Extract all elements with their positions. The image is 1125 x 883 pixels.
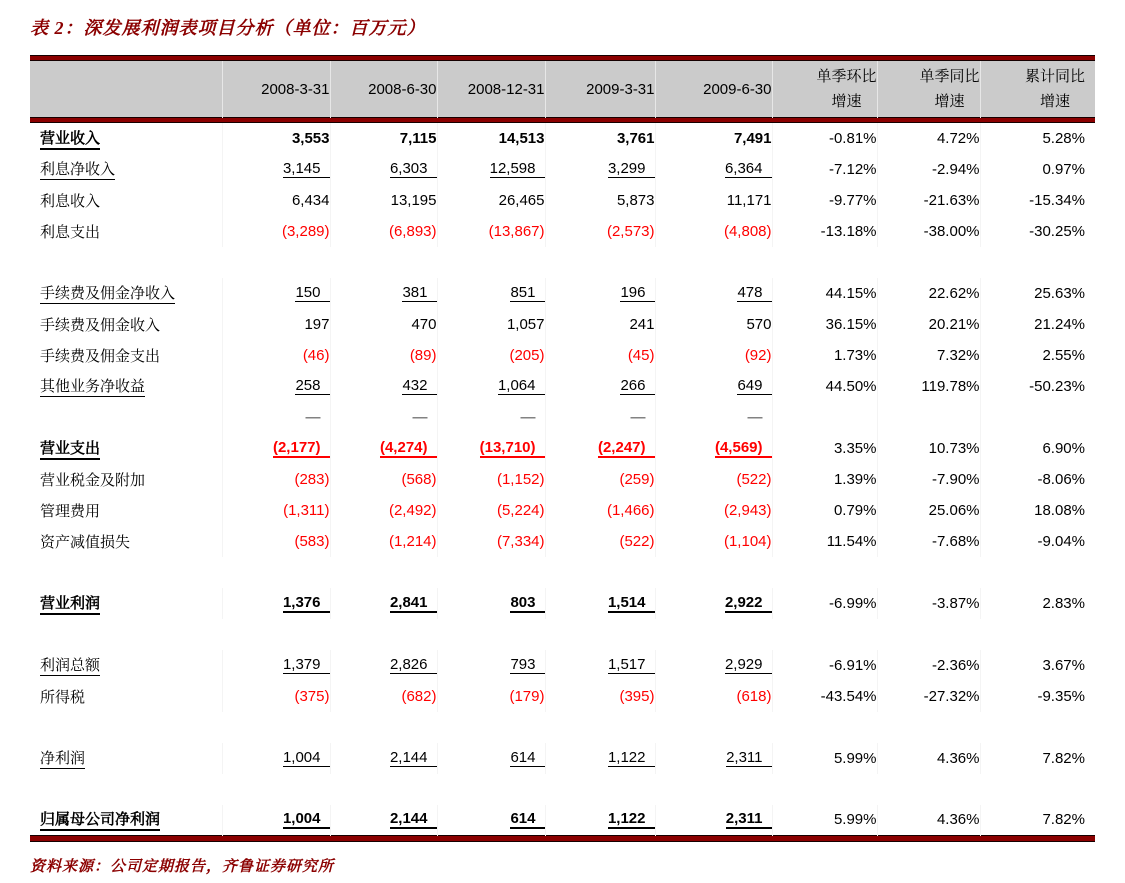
cell-value: 1,057 bbox=[437, 309, 545, 340]
cell-growth bbox=[772, 402, 877, 433]
cell-value: 432 bbox=[330, 371, 437, 402]
header-row bbox=[30, 61, 1095, 118]
cell-growth: 2.83% bbox=[980, 588, 1095, 619]
cell-growth: -9.04% bbox=[980, 526, 1095, 557]
table-row bbox=[30, 278, 1095, 309]
cell-value: 3,299 bbox=[545, 154, 655, 185]
table-row bbox=[30, 154, 1095, 185]
cell-growth: -13.18% bbox=[772, 216, 877, 247]
cell-value: (1,214) bbox=[330, 526, 437, 557]
cell-growth: 22.62% bbox=[877, 278, 980, 309]
cell-value: (618) bbox=[655, 681, 772, 712]
cell-value: 478 bbox=[655, 278, 772, 309]
cell-growth: 119.78% bbox=[877, 371, 980, 402]
cell-growth: 44.15% bbox=[772, 278, 877, 309]
cell-value: (4,808) bbox=[655, 216, 772, 247]
cell-growth: -9.77% bbox=[772, 185, 877, 216]
cell-value: (568) bbox=[330, 464, 437, 495]
cell-growth: 21.24% bbox=[980, 309, 1095, 340]
table-row bbox=[30, 743, 1095, 774]
cell-value: (1,152) bbox=[437, 464, 545, 495]
row-label: 净利润 bbox=[30, 743, 222, 774]
cell-growth: 0.97% bbox=[980, 154, 1095, 185]
row-label: 营业利润 bbox=[30, 588, 222, 619]
cell-value: (13,867) bbox=[437, 216, 545, 247]
cell-growth: -3.87% bbox=[877, 588, 980, 619]
row-label: 归属母公司净利润 bbox=[30, 805, 222, 836]
cell-value: 614 bbox=[437, 743, 545, 774]
table-row bbox=[30, 433, 1095, 464]
dash-row bbox=[30, 402, 1095, 433]
cell-value: 13,195 bbox=[330, 185, 437, 216]
cell-value: 1,514 bbox=[545, 588, 655, 619]
cell-value: (682) bbox=[330, 681, 437, 712]
row-label: 利息支出 bbox=[40, 223, 101, 241]
table-row bbox=[30, 185, 1095, 216]
cell-growth: 7.32% bbox=[877, 340, 980, 371]
source-note: 资料来源：公司定期报告，齐鲁证券研究所 bbox=[30, 859, 335, 875]
cell-value: 1,517 bbox=[545, 650, 655, 681]
row-label: 营业支出 bbox=[30, 433, 222, 464]
cell-growth: 5.99% bbox=[772, 805, 877, 836]
cell-value: 12,598 bbox=[437, 154, 545, 185]
row-label: 营业税金及附加 bbox=[40, 471, 146, 489]
cell-growth: 25.06% bbox=[877, 495, 980, 526]
cell-value: (6,893) bbox=[330, 216, 437, 247]
cell-value: (92) bbox=[655, 340, 772, 371]
cell-value: (375) bbox=[222, 681, 330, 712]
cell-value: 2,144 bbox=[330, 805, 437, 836]
column-header-date: 2008-6-30 bbox=[330, 61, 437, 118]
cell-dash: — bbox=[330, 402, 437, 433]
column-header-date: 2008-12-31 bbox=[437, 61, 545, 118]
cell-value: 2,311 bbox=[655, 743, 772, 774]
cell-growth: 25.63% bbox=[980, 278, 1095, 309]
cell-value: 258 bbox=[222, 371, 330, 402]
row-label: 资产减值损失 bbox=[40, 533, 131, 551]
cell-value: 570 bbox=[655, 309, 772, 340]
table-row bbox=[30, 309, 1095, 340]
cell-value: 1,004 bbox=[222, 743, 330, 774]
cell-value: 649 bbox=[655, 371, 772, 402]
row-label: 手续费及佣金支出 bbox=[40, 347, 161, 365]
cell-value: (522) bbox=[655, 464, 772, 495]
label-column-header bbox=[30, 61, 222, 118]
table-body bbox=[30, 123, 1095, 836]
cell-value: 793 bbox=[437, 650, 545, 681]
cell-value: (89) bbox=[330, 340, 437, 371]
cell-growth: 11.54% bbox=[772, 526, 877, 557]
cell-growth: -8.06% bbox=[980, 464, 1095, 495]
table-bottom-rule bbox=[30, 836, 1095, 842]
cell-value: 3,145 bbox=[222, 154, 330, 185]
cell-growth: 7.82% bbox=[980, 805, 1095, 836]
cell-value: (4,569) bbox=[655, 433, 772, 464]
cell-value: 3,761 bbox=[545, 123, 655, 154]
table-row bbox=[30, 805, 1095, 836]
cell-value: 3,553 bbox=[222, 123, 330, 154]
cell-growth: 10.73% bbox=[877, 433, 980, 464]
cell-growth: 6.90% bbox=[980, 433, 1095, 464]
cell-value: (13,710) bbox=[437, 433, 545, 464]
cell-growth: 5.28% bbox=[980, 123, 1095, 154]
cell-value: (3,289) bbox=[222, 216, 330, 247]
cell-growth: -6.91% bbox=[772, 650, 877, 681]
table-row bbox=[30, 588, 1095, 619]
cell-growth: -7.12% bbox=[772, 154, 877, 185]
cell-growth: 0.79% bbox=[772, 495, 877, 526]
spacer-row bbox=[30, 712, 1095, 743]
spacer-row bbox=[30, 247, 1095, 278]
cell-growth: -2.36% bbox=[877, 650, 980, 681]
column-header-date: 2009-3-31 bbox=[545, 61, 655, 118]
cell-value: (7,334) bbox=[437, 526, 545, 557]
cell-value: 1,004 bbox=[222, 805, 330, 836]
income-statement-table bbox=[30, 55, 1095, 842]
cell-growth: 1.73% bbox=[772, 340, 877, 371]
cell-value: 1,064 bbox=[437, 371, 545, 402]
cell-value: (395) bbox=[545, 681, 655, 712]
cell-value: 2,311 bbox=[655, 805, 772, 836]
cell-value: (259) bbox=[545, 464, 655, 495]
cell-value: 6,364 bbox=[655, 154, 772, 185]
row-label: 管理费用 bbox=[40, 502, 101, 520]
table-row bbox=[30, 526, 1095, 557]
spacer-row bbox=[30, 619, 1095, 650]
cell-growth: 4.36% bbox=[877, 743, 980, 774]
cell-growth: 4.72% bbox=[877, 123, 980, 154]
cell-value: (2,247) bbox=[545, 433, 655, 464]
cell-dash: — bbox=[655, 402, 772, 433]
cell-value: 197 bbox=[222, 309, 330, 340]
table-row bbox=[30, 340, 1095, 371]
cell-value: (179) bbox=[437, 681, 545, 712]
cell-value: (45) bbox=[545, 340, 655, 371]
cell-value: 1,122 bbox=[545, 805, 655, 836]
table-row bbox=[30, 371, 1095, 402]
row-label: 营业收入 bbox=[30, 123, 222, 154]
cell-growth: 18.08% bbox=[980, 495, 1095, 526]
cell-value: 803 bbox=[437, 588, 545, 619]
cell-growth: -0.81% bbox=[772, 123, 877, 154]
cell-growth: 2.55% bbox=[980, 340, 1095, 371]
cell-growth: -7.90% bbox=[877, 464, 980, 495]
cell-growth: -7.68% bbox=[877, 526, 980, 557]
cell-value: 2,144 bbox=[330, 743, 437, 774]
cell-growth: 3.35% bbox=[772, 433, 877, 464]
cell-value: 11,171 bbox=[655, 185, 772, 216]
cell-value: 1,379 bbox=[222, 650, 330, 681]
table-row bbox=[30, 464, 1095, 495]
cell-growth: -9.35% bbox=[980, 681, 1095, 712]
cell-growth: -50.23% bbox=[980, 371, 1095, 402]
cell-growth bbox=[980, 402, 1095, 433]
cell-value: (2,943) bbox=[655, 495, 772, 526]
cell-value: 2,929 bbox=[655, 650, 772, 681]
cell-growth: 1.39% bbox=[772, 464, 877, 495]
cell-value: 241 bbox=[545, 309, 655, 340]
table-title: 表 2：深发展利润表项目分析（单位：百万元） bbox=[30, 18, 426, 38]
cell-growth: 3.67% bbox=[980, 650, 1095, 681]
cell-value: 14,513 bbox=[437, 123, 545, 154]
cell-value: 1,376 bbox=[222, 588, 330, 619]
cell-growth: 7.82% bbox=[980, 743, 1095, 774]
cell-value: 851 bbox=[437, 278, 545, 309]
cell-value: 5,873 bbox=[545, 185, 655, 216]
table-row bbox=[30, 123, 1095, 154]
cell-value: 26,465 bbox=[437, 185, 545, 216]
cell-growth: -27.32% bbox=[877, 681, 980, 712]
row-label: 手续费及佣金净收入 bbox=[30, 278, 222, 309]
cell-dash: — bbox=[222, 402, 330, 433]
cell-value: (46) bbox=[222, 340, 330, 371]
cell-growth: 5.99% bbox=[772, 743, 877, 774]
cell-value: (283) bbox=[222, 464, 330, 495]
column-header-cumulative-yoy-growth: 累计同比 增速 bbox=[980, 61, 1095, 118]
cell-value: 150 bbox=[222, 278, 330, 309]
cell-value: 6,434 bbox=[222, 185, 330, 216]
cell-value: (5,224) bbox=[437, 495, 545, 526]
cell-growth: 4.36% bbox=[877, 805, 980, 836]
cell-growth bbox=[877, 402, 980, 433]
row-label: 所得税 bbox=[40, 688, 86, 706]
cell-growth: -15.34% bbox=[980, 185, 1095, 216]
cell-dash: — bbox=[545, 402, 655, 433]
cell-value: 7,115 bbox=[330, 123, 437, 154]
cell-value: 6,303 bbox=[330, 154, 437, 185]
cell-value: 2,841 bbox=[330, 588, 437, 619]
row-label: 利润总额 bbox=[30, 650, 222, 681]
cell-growth: -38.00% bbox=[877, 216, 980, 247]
cell-value: (205) bbox=[437, 340, 545, 371]
cell-value: 1,122 bbox=[545, 743, 655, 774]
cell-dash: — bbox=[437, 402, 545, 433]
table-row bbox=[30, 495, 1095, 526]
row-label: 利息收入 bbox=[40, 192, 101, 210]
table-row bbox=[30, 681, 1095, 712]
row-label: 手续费及佣金收入 bbox=[40, 316, 161, 334]
spacer-row bbox=[30, 774, 1095, 805]
cell-value: (1,311) bbox=[222, 495, 330, 526]
column-header-qoq-growth: 单季环比 增速 bbox=[772, 61, 877, 118]
cell-value: (2,177) bbox=[222, 433, 330, 464]
cell-value: 2,922 bbox=[655, 588, 772, 619]
cell-value: 7,491 bbox=[655, 123, 772, 154]
cell-growth: -43.54% bbox=[772, 681, 877, 712]
column-header-date: 2009-6-30 bbox=[655, 61, 772, 118]
row-label bbox=[30, 402, 222, 433]
cell-growth: -21.63% bbox=[877, 185, 980, 216]
cell-value: 266 bbox=[545, 371, 655, 402]
cell-growth: 44.50% bbox=[772, 371, 877, 402]
column-header-date: 2008-3-31 bbox=[222, 61, 330, 118]
cell-value: 381 bbox=[330, 278, 437, 309]
cell-growth: 36.15% bbox=[772, 309, 877, 340]
cell-value: 614 bbox=[437, 805, 545, 836]
table-row bbox=[30, 216, 1095, 247]
spacer-row bbox=[30, 557, 1095, 588]
cell-value: 196 bbox=[545, 278, 655, 309]
table-row bbox=[30, 650, 1095, 681]
cell-value: (2,573) bbox=[545, 216, 655, 247]
cell-growth: 20.21% bbox=[877, 309, 980, 340]
cell-value: (1,466) bbox=[545, 495, 655, 526]
cell-growth: -30.25% bbox=[980, 216, 1095, 247]
cell-growth: -6.99% bbox=[772, 588, 877, 619]
cell-value: (522) bbox=[545, 526, 655, 557]
row-label: 其他业务净收益 bbox=[30, 371, 222, 402]
cell-value: 2,826 bbox=[330, 650, 437, 681]
column-header-yoy-growth: 单季同比 增速 bbox=[877, 61, 980, 118]
cell-value: (2,492) bbox=[330, 495, 437, 526]
cell-value: (1,104) bbox=[655, 526, 772, 557]
cell-value: (4,274) bbox=[330, 433, 437, 464]
cell-growth: -2.94% bbox=[877, 154, 980, 185]
cell-value: 470 bbox=[330, 309, 437, 340]
row-label: 利息净收入 bbox=[30, 154, 222, 185]
cell-value: (583) bbox=[222, 526, 330, 557]
